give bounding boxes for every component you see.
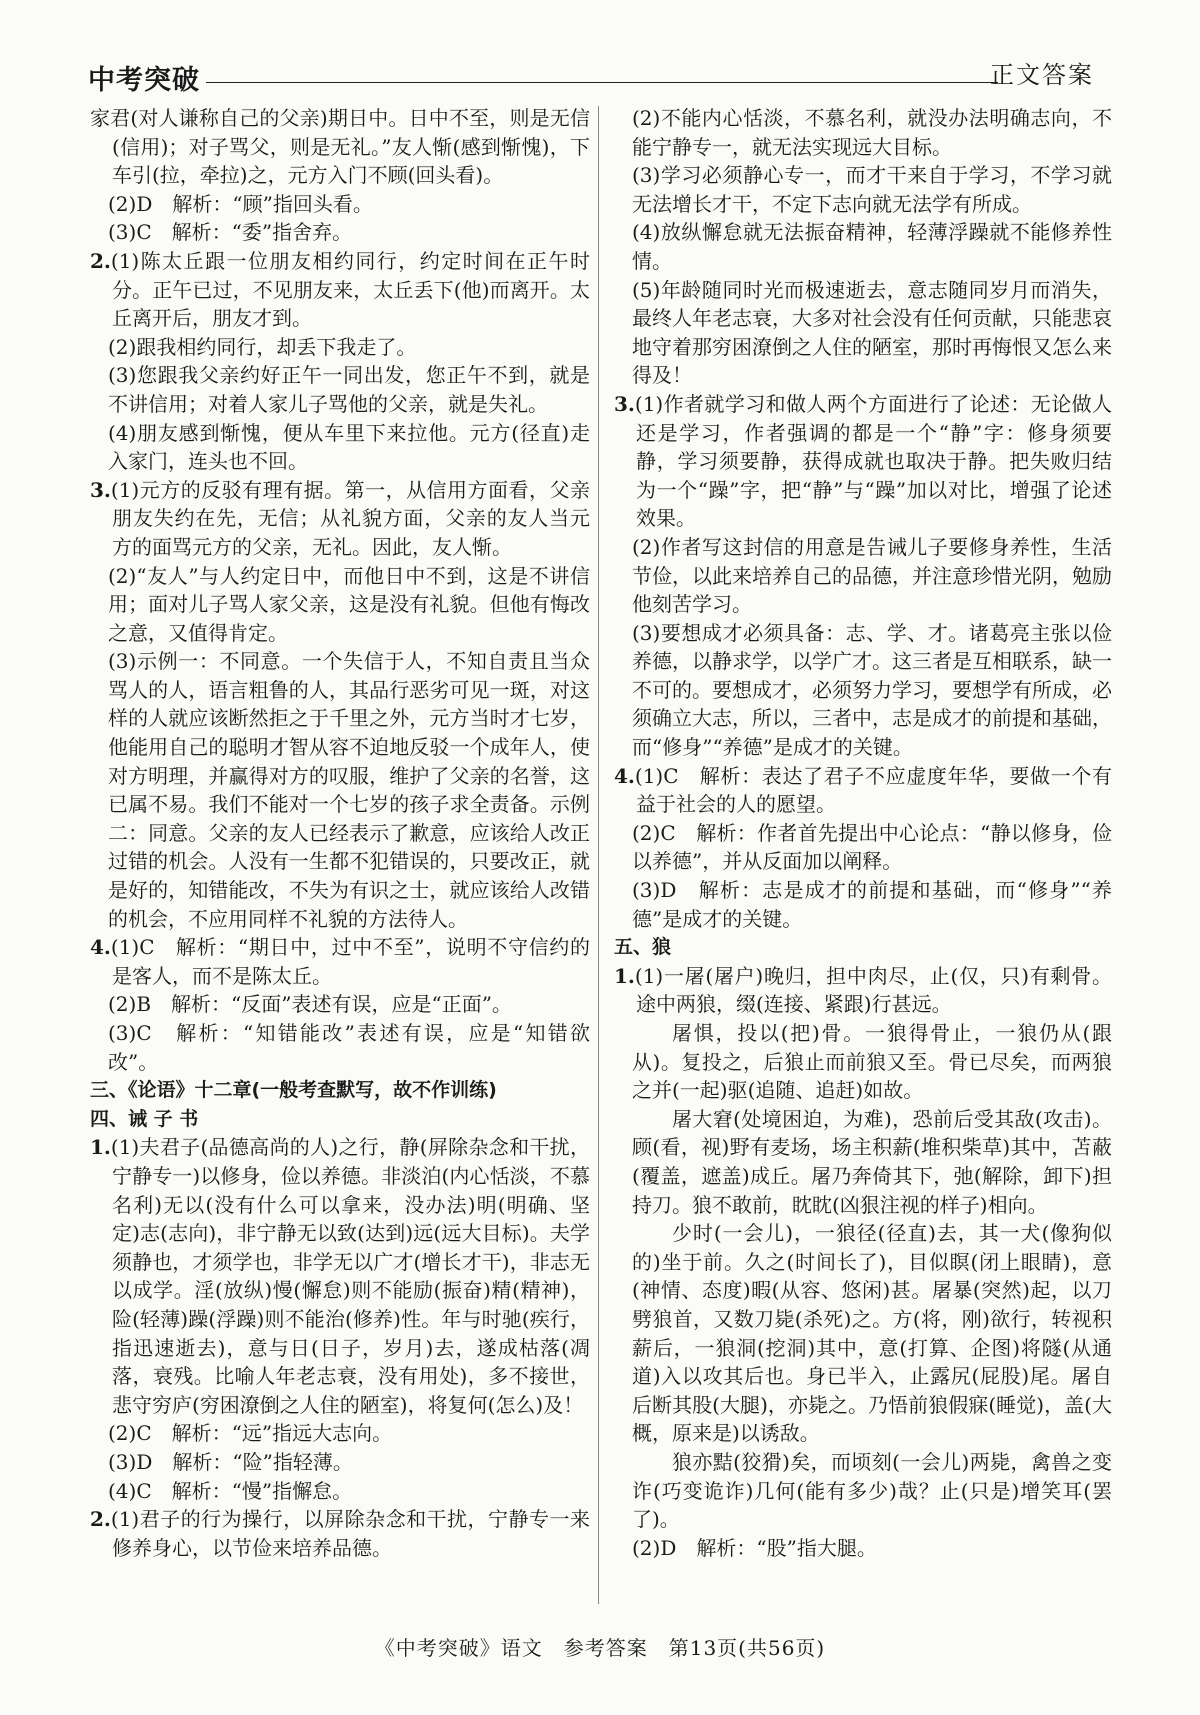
question-number: 2. [90, 248, 111, 273]
paragraph-text: 五、狼 [614, 936, 672, 959]
question-number: 3. [90, 477, 111, 502]
right-column [614, 104, 1112, 1562]
answer-paragraph [90, 1477, 590, 1506]
paragraph-text: (1)夫君子(品德高尚的人)之行，静(屏除杂念和干扰，宁静专一)以修身，俭以养德。非淡泊(内心恬淡，不慕名利)无以(没有什么可以拿来，没办法)明(明确、坚定)志(志向)，非宁静无以致(达到)远(远大目标)。夫学须静也，才须学也，非学无以广才(增长才干)，非志无以成学。淫(放纵)慢(懈怠)则不能励(振奋)精(精神)，险(轻薄)躁(浮躁)则不能治(修养)性。年与时驰(疾行，指迅速逝去)，意与日(日子，岁月)去，遂成枯落(凋落，衰残。比喻人年老志衰，没有用处)，多不接世，悲守穷庐(穷困潦倒之人住的陋室)，将复何(怎么)及！ [110, 1135, 590, 1417]
paragraph-text: (2)跟我相约同行，却丢下我走了。 [108, 334, 417, 359]
answer-paragraph [90, 104, 590, 190]
answer-paragraph [90, 990, 590, 1019]
paragraph-text: 屠大窘(处境困迫，为难)，恐前后受其敌(攻击)。顾(看，视)野有麦场，场主积薪(堆积柴草)其中，苫蔽(覆盖，遮盖)成丘。屠乃奔倚其下，弛(解除，卸下)担持刀。狼不敢前，眈眈(凶狠注视的样子)相向。 [632, 1106, 1112, 1217]
question-number: 4. [614, 763, 635, 788]
paragraph-text: (2)作者写这封信的用意是告诫儿子要修身养性，生活节俭，以此来培养自己的品德，并注意珍惜光阴，勉励他刻苦学习。 [632, 534, 1112, 617]
paragraph-text: (4)朋友感到惭愧，便从车里下来拉他。元方(径直)走入家门，连头也不回。 [108, 420, 590, 474]
paragraph-text: (1)作者就学习和做人两个方面进行了论述：无论做人还是学习，作者强调的都是一个“静”字：修身须要静，学习须要静，获得成就也取决于静。把失败归结为一个“躁”字，把“静”与“躁”加以对比，增强了论述效果。 [634, 391, 1112, 531]
paragraph-text: (2)不能内心恬淡，不慕名利，就没办法明确志向，不能宁静专一，就无法实现远大目标。 [632, 106, 1112, 159]
answer-paragraph [90, 1505, 590, 1562]
paragraph-text: (3)C 解析：“知错能改”表述有误，应是“知错欲改”。 [108, 1021, 590, 1074]
answer-paragraph [90, 1019, 590, 1076]
paragraph-text: (3)D 解析：志是成才的前提和基础，而“修身”“养德”是成才的关键。 [632, 878, 1112, 931]
paragraph-text: (3)C 解析：“委”指舍弃。 [108, 220, 353, 245]
paragraph-text: (3)要想成才必须具备：志、学、才。诸葛亮主张以俭养德，以静求学，以学广才。这三者是互相联系，缺一不可的。要想成才，必须努力学习，要想学有所成，必须确立大志，所以，三者中，志是成才的前提和基础，而“修身”“养德”是成才的关键。 [632, 620, 1112, 760]
answer-paragraph [614, 533, 1112, 619]
section-heading [90, 1105, 590, 1134]
left-column [90, 104, 590, 1562]
question-number: 3. [614, 391, 635, 416]
answer-paragraph [90, 247, 590, 333]
paragraph-text: (3)示例一：不同意。一个失信于人，不知自责且当众骂人的人，语言粗鲁的人，其品行恶劣可见一斑，对这样的人就应该断然拒之于千里之外，元方当时才七岁，他能用自己的聪明才智从容不迫地反驳一个成年人，使对方明理，并赢得对方的叹服，维护了父亲的名誉，这已属不易。我们不能对一个七岁的孩子求全责备。示例二：同意。父亲的友人已经表示了歉意，应该给人改正过错的机会。人没有一生都不犯错误的，只要改正，就是好的，知错能改，不失为有识之士，就应该给人改错的机会，不应用同样不礼貌的方法待人。 [108, 649, 590, 931]
answer-paragraph [90, 333, 590, 362]
page-header [88, 52, 1098, 98]
answer-paragraph [614, 876, 1112, 933]
paragraph-text: (4)放纵懈怠就无法振奋精神，轻薄浮躁就不能修养性情。 [632, 220, 1112, 273]
paragraph-text: (2)D 解析：“顾”指回头看。 [108, 191, 373, 216]
paragraph-text: (2)C 解析：作者首先提出中心论点：“静以修身，俭以养德”，并从反面加以阐释。 [632, 820, 1112, 874]
question-number: 1. [614, 963, 635, 988]
paragraph-text: 屠惧，投以(把)骨。一狼得骨止，一狼仍从(跟从)。复投之，后狼止而前狼又至。骨已尽矣，而两狼之并(一起)驱(追随、追赶)如故。 [632, 1021, 1112, 1103]
column-divider [598, 106, 599, 1604]
paragraph-text: (3)学习必须静心专一，而才干来自于学习，不学习就无法增长才干，不定下志向就无法学有所成。 [632, 163, 1112, 216]
answer-paragraph [614, 1448, 1112, 1534]
answer-paragraph [614, 276, 1112, 390]
answer-paragraph [90, 1419, 590, 1448]
answer-paragraph [614, 962, 1112, 1019]
answer-paragraph [90, 419, 590, 476]
paragraph-text: (1)C 解析：“期日中，过中不至”，说明不守信约的是客人，而不是陈太丘。 [110, 935, 590, 988]
question-number: 1. [90, 1135, 111, 1160]
answer-paragraph [614, 104, 1112, 161]
paragraph-text: (4)C 解析：“慢”指懈怠。 [108, 1478, 353, 1503]
answer-paragraph [614, 1219, 1112, 1448]
answer-paragraph [614, 1534, 1112, 1563]
answer-paragraph [90, 1448, 590, 1477]
paragraph-text: 四、诫 子 书 [90, 1107, 199, 1130]
page-footer: 《中考突破》语文 参考答案 第13页(共56页) [374, 1636, 826, 1660]
answer-paragraph [614, 218, 1112, 275]
paragraph-text: (2)“友人”与人约定日中，而他日中不到，这是不讲信用；面对儿子骂人家父亲，这是没有礼貌。但他有悔改之意，又值得肯定。 [108, 563, 590, 645]
paragraph-text: (2)C 解析：“远”指远大志向。 [108, 1421, 393, 1446]
answer-paragraph [614, 1019, 1112, 1105]
question-number: 4. [90, 935, 111, 960]
answer-paragraph [614, 819, 1112, 876]
answer-paragraph [90, 361, 590, 418]
answer-paragraph [90, 190, 590, 219]
answer-paragraph [90, 933, 590, 990]
paragraph-text: (1)C 解析：表达了君子不应虚度年华，要做一个有益于社会的人的愿望。 [634, 763, 1112, 817]
section-heading [90, 1076, 590, 1105]
answer-paragraph [90, 476, 590, 562]
header-rule [206, 82, 998, 83]
answer-paragraph [90, 562, 590, 648]
paragraph-text: (1)陈太丘跟一位朋友相约同行，约定时间在正午时分。正午已过，不见朋友来，太丘丢下(他)而离开。太丘离开后，朋友才到。 [110, 248, 590, 331]
paragraph-text: (3)D 解析：“险”指轻薄。 [108, 1449, 353, 1474]
answer-paragraph [614, 390, 1112, 533]
paragraph-text: 家君(对人谦称自己的父亲)期日中。日中不至，则是无信(信用)；对子骂父，则是无礼。”友人惭(感到惭愧)，下车引(拉，牵拉)之，元方入门不顾(回头看)。 [90, 106, 590, 188]
brand-title: 中考突破 [88, 65, 200, 96]
answer-paragraph [614, 161, 1112, 218]
paragraph-text: 少时(一会儿)，一狼径(径直)去，其一犬(像狗似的)坐于前。久之(时间长了)，目似瞑(闭上眼睛)，意(神情、态度)暇(从容、悠闲)甚。屠暴(突然)起，以刀劈狼首，又数刀毙(杀死)之。方(将，刚)欲行，转视积薪后，一狼洞(挖洞)其中，意(打算、企图)将隧(从通道)入以攻其后也。身已半入，止露尻(屁股)尾。屠自后断其股(大腿)，亦毙之。乃悟前狼假寐(睡觉)，盖(大概，原来是)以诱敌。 [632, 1221, 1112, 1446]
answer-paragraph [614, 762, 1112, 819]
question-number: 2. [90, 1507, 111, 1532]
paragraph-text: (1)君子的行为操行，以屏除杂念和干扰，宁静专一来修养身心，以节俭来培养品德。 [110, 1507, 590, 1560]
paragraph-text: (5)年龄随同时光而极速逝去，意志随同岁月而消失，最终人年老志衰，大多对社会没有任何贡献，只能悲哀地守着那穷困潦倒之人住的陋室，那时再悔恨又怎么来得及！ [632, 277, 1112, 388]
answer-paragraph [90, 1133, 590, 1419]
paragraph-text: (2)D 解析：“股”指大腿。 [632, 1535, 877, 1560]
answer-paragraph [90, 647, 590, 933]
answer-paragraph [614, 1105, 1112, 1219]
answer-paragraph [614, 619, 1112, 762]
paragraph-text: (3)您跟我父亲约好正午一同出发，您正午不到，就是不讲信用；对着人家儿子骂他的父亲，就是失礼。 [108, 363, 590, 416]
paragraph-text: (1)一屠(屠户)晚归，担中肉尽，止(仅，只)有剩骨。途中两狼，缀(连接、紧跟)行甚远。 [634, 963, 1112, 1017]
answer-paragraph [90, 218, 590, 247]
paragraph-text: (2)B 解析：“反面”表述有误，应是“正面”。 [108, 992, 512, 1017]
paragraph-text: (1)元方的反驳有理有据。第一，从信用方面看，父亲朋友失约在先，无信；从礼貌方面，父亲的友人当元方的面骂元方的父亲，无礼。因此，友人惭。 [110, 477, 590, 559]
section-heading [614, 933, 1112, 962]
paragraph-text: 狼亦黠(狡猾)矣，而顷刻(一会儿)两毙，禽兽之变诈(巧变诡诈)几何(能有多少)哉？止(只是)增笑耳(罢了)。 [632, 1449, 1112, 1532]
section-tag: 正文答案 [990, 61, 1094, 89]
paragraph-text: 三、《论语》十二章(一般考查默写，故不作训练) [90, 1079, 497, 1102]
